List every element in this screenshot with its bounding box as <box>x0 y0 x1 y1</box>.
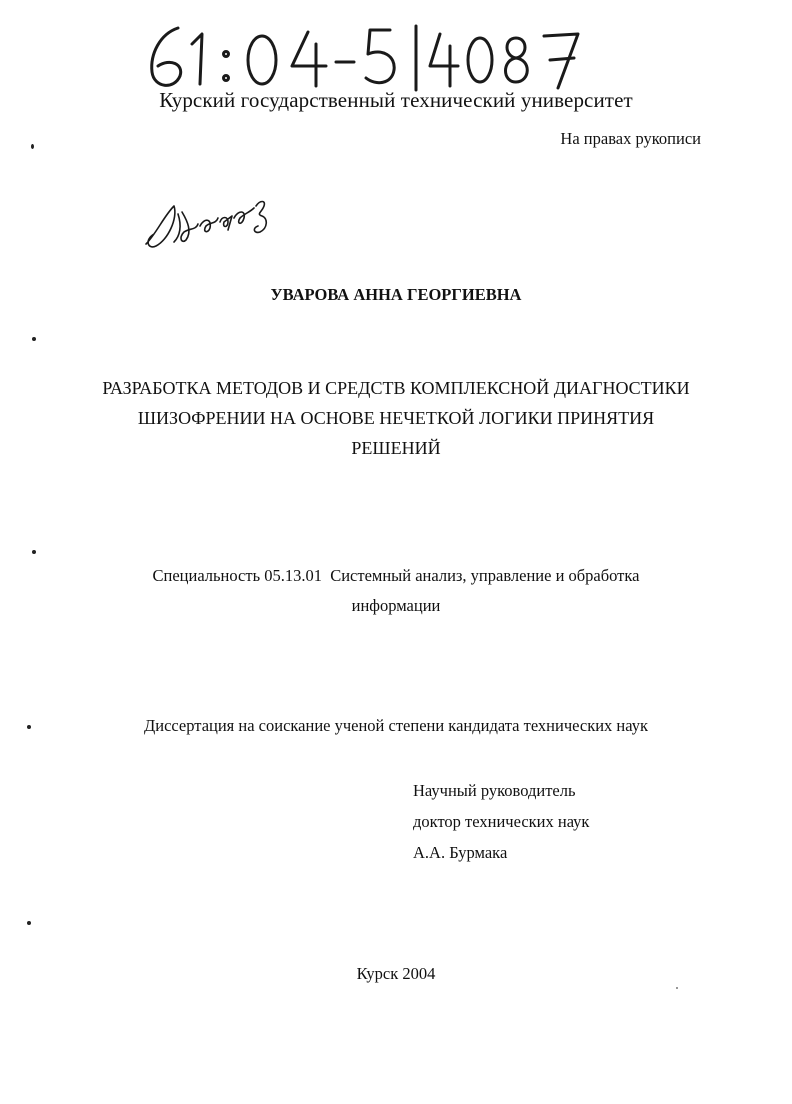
degree-statement: Диссертация на соискание ученой степени кандидата технических наук <box>144 716 648 735</box>
specialty <box>0 561 792 621</box>
dissertation-title <box>0 373 792 463</box>
signature-strokes <box>138 188 308 260</box>
supervisor-degree: доктор технических наук <box>413 812 590 831</box>
title-line: РАЗРАБОТКА МЕТОДОВ И СРЕДСТВ КОМПЛЕКСНОЙ ДИАГНОСТИКИ <box>102 378 690 398</box>
title-line: ШИЗОФРЕНИИ НА ОСНОВЕ НЕЧЕТКОЙ ЛОГИКИ ПРИНЯТИЯ <box>137 408 655 428</box>
supervisor-name: А.А. Бурмака <box>413 843 508 862</box>
scan-mark <box>27 725 31 729</box>
specialty-line: Специальность 05.13.01 Системный анализ, управление и обработка <box>152 566 640 585</box>
city-year: Курск 2004 <box>356 964 436 983</box>
university-name: Курский государственный технический университет <box>159 88 633 112</box>
manuscript-rights-note: На правах рукописи <box>560 129 701 148</box>
supervisor-block <box>413 775 589 868</box>
scan-mark <box>31 144 34 149</box>
scan-mark <box>676 987 678 989</box>
title-line: РЕШЕНИЙ <box>351 438 441 458</box>
handwritten-signature <box>138 188 308 260</box>
archive-number-handwritten <box>140 18 600 94</box>
supervisor-role: Научный руководитель <box>413 781 576 800</box>
archive-number-strokes <box>140 18 600 94</box>
scan-mark <box>27 921 31 925</box>
scan-mark <box>32 337 36 341</box>
author-name: УВАРОВА АННА ГЕОРГИЕВНА <box>270 285 522 304</box>
specialty-line: информации <box>351 596 441 615</box>
scan-mark <box>32 550 36 554</box>
